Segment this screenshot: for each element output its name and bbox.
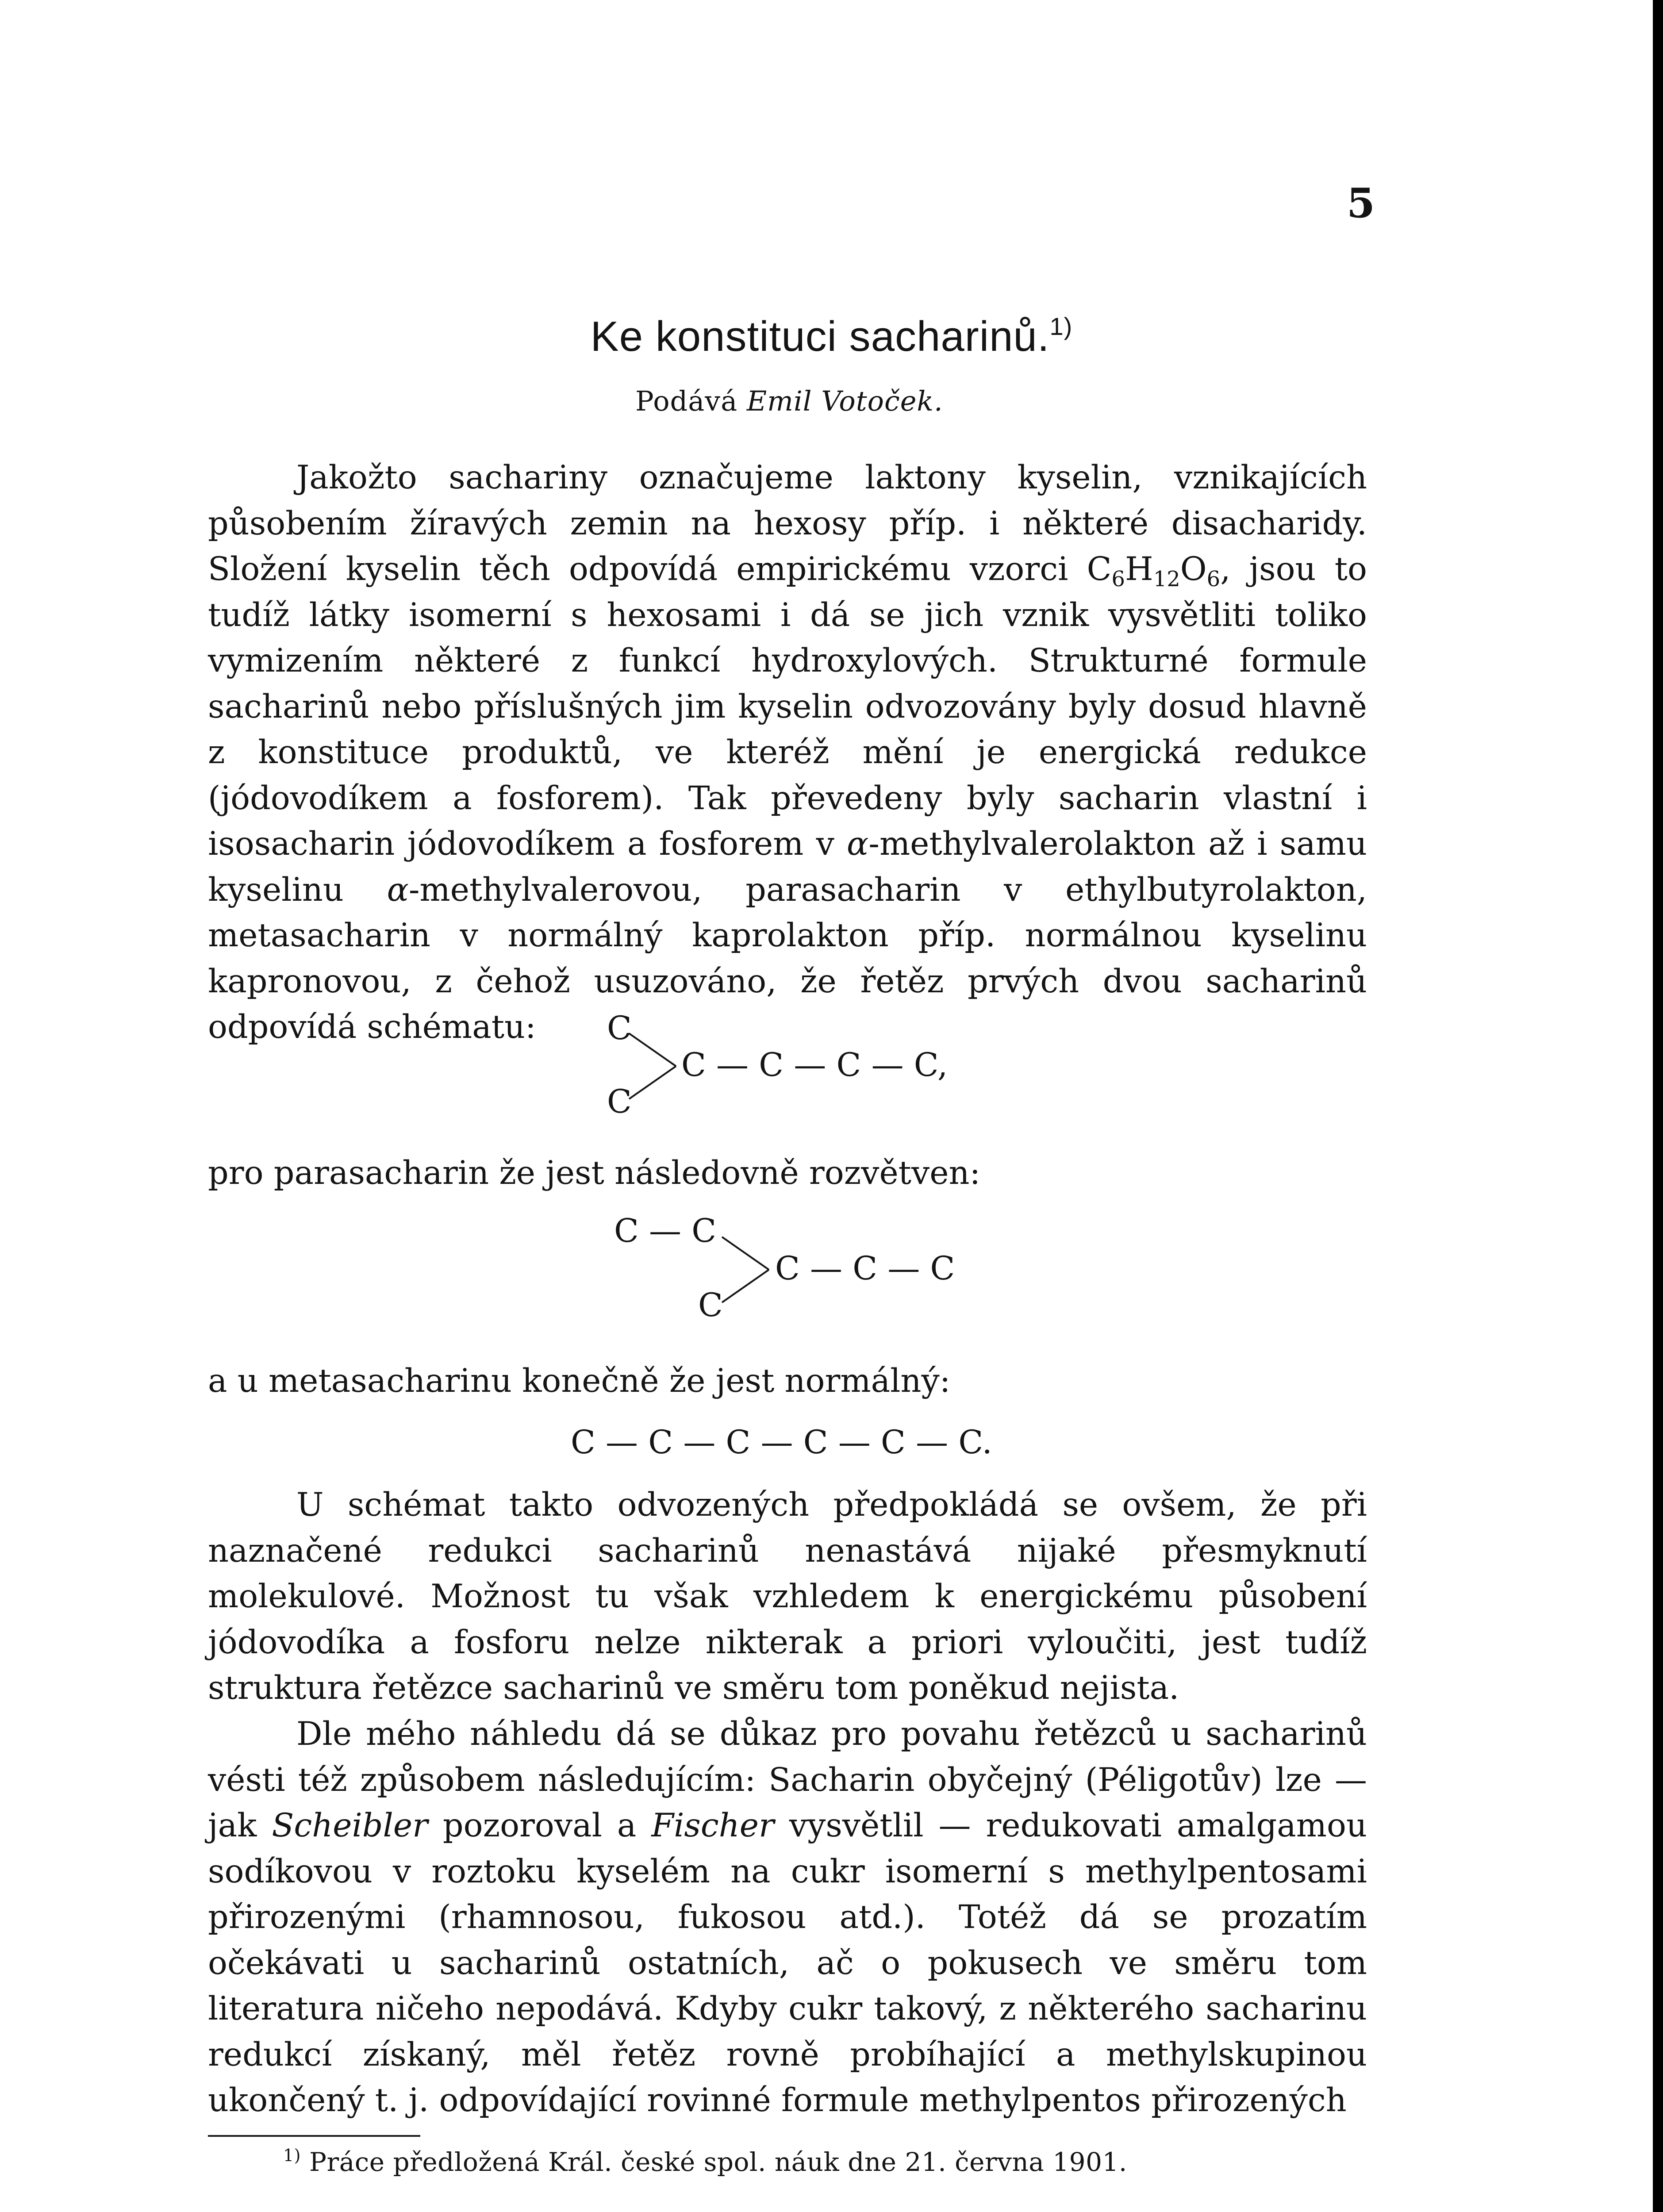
formula-2-branch-connector [720,1234,773,1305]
subscript-12: 12 [1153,567,1180,591]
formula-2-bottom-c: C [698,1286,723,1324]
formula-3: C — C — C — C — C — C. [571,1424,992,1461]
paragraph-4: U schémat takto odvozených předpokládá se ovšem, že při naznačené redukci sacharinů nenastává nijaké přesmyknutí molekulové. Možnost tu však vzhledem k energickému působení jódovodíka a fosforu nelze nikterak a priori vyloučiti, jest tudíž struktura řetězce sacharinů ve směru tom poněkud nejista. [208,1486,1367,1707]
paragraph-1 [208,455,1367,1046]
paragraph-1-text-a: Jakožto sachariny označujeme laktony kyselin, vznikajících působením žíravých zemin na hexosy příp. i některé disacharidy. Složení kyselin těch odpovídá empirickému vzorci C [208,459,1367,588]
author-name: Emil Votoček. [746,385,943,417]
paragraph-5-text-b: pozoroval a [427,1807,652,1844]
article-title [0,312,1663,361]
name-fischer: Fischer [651,1807,774,1844]
formula-1-chain: C — C — C — C, [681,1046,948,1084]
paragraph-5-text-c: vysvětlil — redukovati amalgamou sodíkovou v roztoku kyselém na cukr isomerní s methylpentosami přirozenými (rhamnosou, fukosou atd.). Totéž dá se prozatím očekávati u sacharinů ostatních, ač o pokusech ve směru tom literatura ničeho nepodává. Kdyby cukr takový, z některého sacharinu redukcí získaný, měl řetěz rovně probíhající a methylskupinou ukončený t. j. odpovídající rovinné formule methylpentos přirozených [208,1807,1367,2119]
paragraph-1-text-b: H [1125,550,1153,588]
byline-prefix: Podává [635,385,738,417]
footnote-divider [208,2135,420,2137]
footnote-mark: 1) [283,2146,301,2165]
footnote [283,2146,1127,2177]
name-scheibler: Scheibler [272,1807,428,1844]
subscript-6: 6 [1111,567,1125,591]
paragraph-1-text-d: , jsou to tudíž látky isomerní s hexosami i dá se jich vznik vysvětliti toliko vymizením některé z funkcí hydroxylových. Strukturné formule sacharinů nebo příslušných jim kyselin odvozovány byly dosud hlavně z konstituce produktů, ve kteréž mění je energická redukce (jódovodíkem a fosforem). Tak převedeny byly sacharin vlastní i isosacharin jódovodíkem a fosforem v [208,550,1367,863]
alpha-symbol: α [847,825,869,863]
paragraph-1-text-e: -methylvalerolakton až i samu kyselinu [208,825,1367,909]
formula-2-chain: C — C — C [775,1250,955,1287]
paragraph-2: pro parasacharin že jest následovně rozvětven: [208,1154,981,1192]
paragraph-1-text-f: -methylvalerovou, parasacharin v ethylbutyrolakton, metasacharin v normálný kaprolakton příp. normálnou kyselinu kapronovou, z čehož usuzováno, že řetěz prvých dvou sacharinů odpovídá schématu: [208,871,1367,1046]
paragraph-5-text-a: Dle mého náhledu dá se důkaz pro povahu řetězců u sacharinů vésti též způsobem následujícím: Sacharin obyčejný (Péligotův) lze — jak [208,1715,1367,1844]
footnote-text: Práce předložená Král. české spol. náuk dne 21. června 1901. [309,2147,1127,2177]
scan-edge-right [1653,0,1663,2212]
paragraph-3: a u metasacharinu konečně že jest normálný: [208,1362,951,1400]
paragraph-5 [208,1711,1367,2124]
formula-1-bottom-c: C [607,1083,632,1121]
page-number: 5 [1347,179,1375,227]
formula-2-top: C — C [614,1212,717,1250]
paragraph-1-text-c: O [1180,550,1207,588]
formula-1-top-c: C [607,1010,632,1047]
title-footnote-mark: 1) [1049,312,1073,340]
subscript-6b: 6 [1206,567,1221,591]
alpha-symbol-2: α [387,871,409,909]
formula-1-branch-connector [627,1031,680,1102]
title-text: Ke konstituci sacharinů. [590,313,1050,360]
byline [635,385,943,417]
